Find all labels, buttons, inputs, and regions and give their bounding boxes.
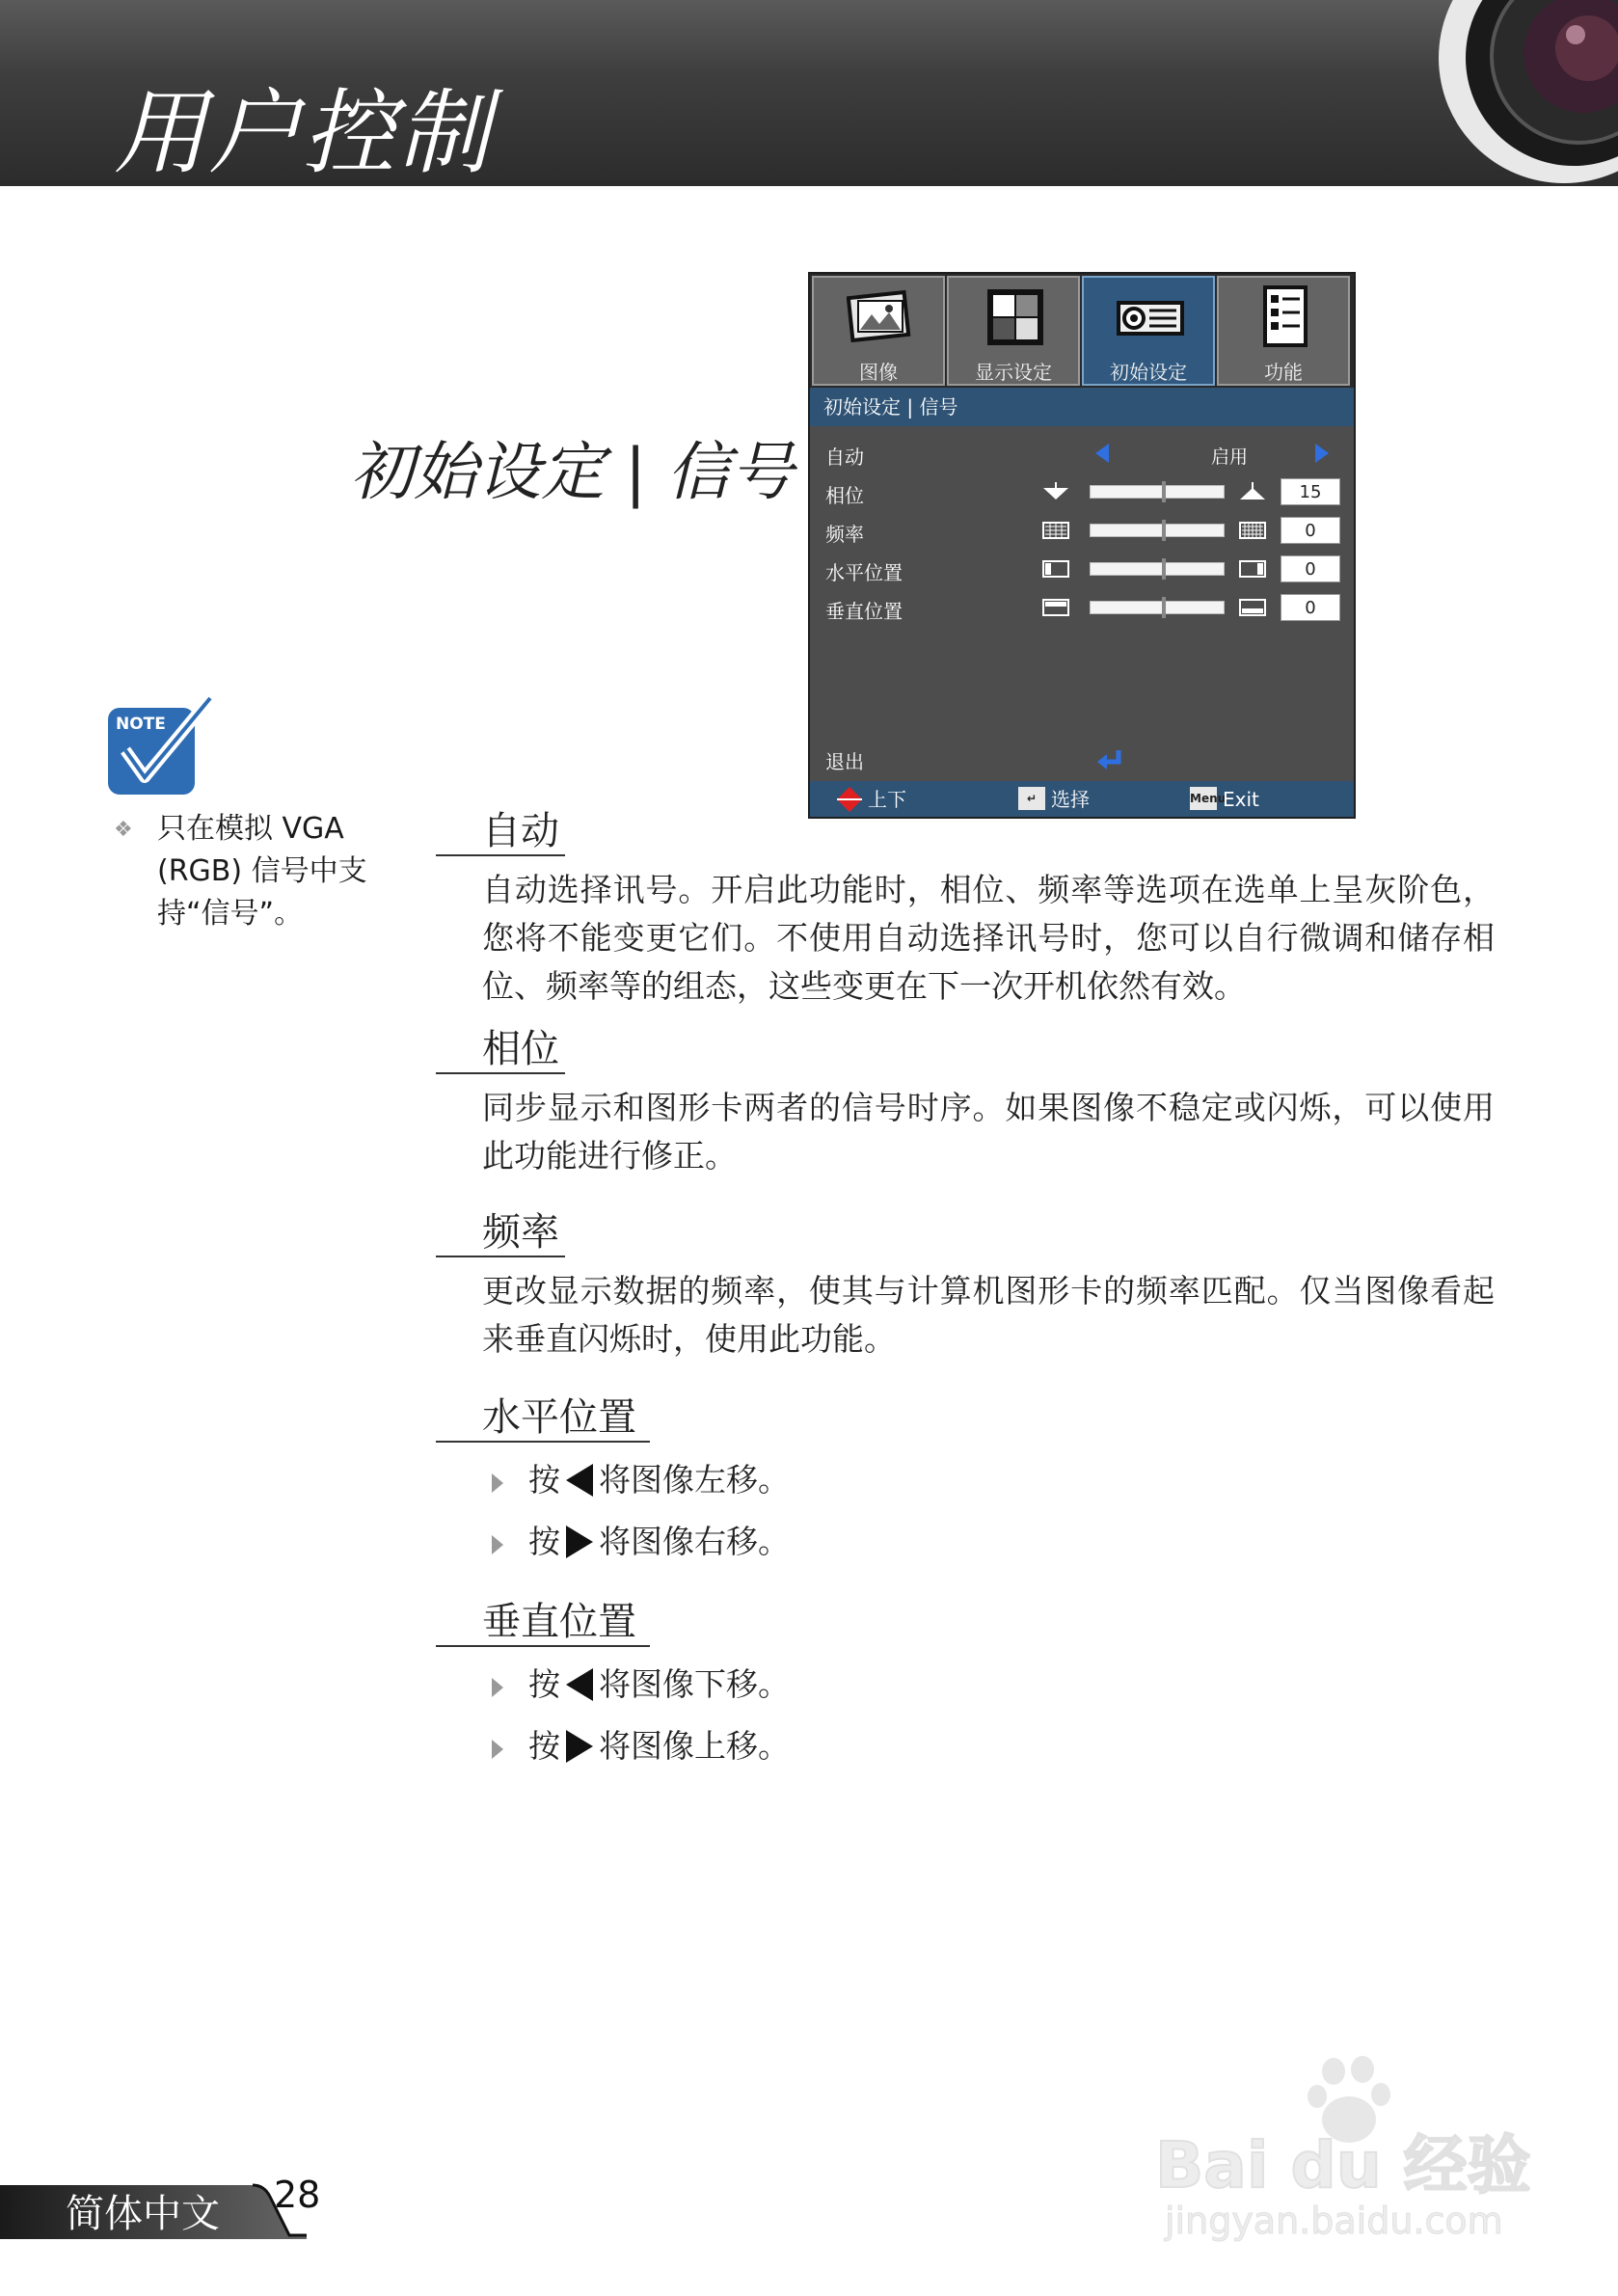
tab-label: 功能 xyxy=(1264,361,1303,384)
h-position-slider[interactable] xyxy=(1090,562,1225,576)
osd-row-v-position[interactable] xyxy=(810,588,1354,627)
bullet-text: 将图像下移。 xyxy=(599,1665,790,1703)
left-arrow-icon xyxy=(566,1464,593,1497)
heading-h-position: 水平位置 xyxy=(436,1394,650,1443)
enter-key-icon: ↵ xyxy=(1018,787,1045,810)
body-frequency: 更改显示数据的频率，使其与计算机图形卡的频率匹配。仅当图像看起来垂直闪烁时，使用此功能。 xyxy=(482,1272,1495,1358)
osd-row-label: 频率 xyxy=(825,523,864,546)
osd-breadcrumb: 初始设定 | 信号 xyxy=(810,388,1354,426)
v-position-slider[interactable] xyxy=(1090,601,1225,614)
body-phase: 同步显示和图形卡两者的信号时序。如果图像不稳定或闪烁，可以使用此功能进行修正。 xyxy=(482,1089,1495,1175)
v-position-bullet-1 xyxy=(492,1661,790,1709)
right-arrow-icon xyxy=(566,1526,593,1558)
footer-select-label: 选择 xyxy=(1051,788,1090,811)
projector-lens-icon xyxy=(1410,0,1618,183)
phase-value: 15 xyxy=(1281,478,1340,505)
bullet-icon xyxy=(492,1678,503,1697)
osd-exit-label[interactable]: 退出 xyxy=(825,750,864,773)
auto-value: 启用 xyxy=(1210,446,1248,468)
bullet-text: 将图像左移。 xyxy=(599,1461,790,1499)
bullet-icon xyxy=(492,1535,503,1554)
page-header xyxy=(0,0,1618,186)
osd-tab-bar xyxy=(810,274,1354,388)
bullet-pre: 按 xyxy=(528,1461,560,1499)
watermark-brand: Bai du 经验 xyxy=(1155,2128,1531,2202)
tab-label: 显示设定 xyxy=(975,361,1052,384)
osd-row-auto[interactable] xyxy=(810,434,1354,473)
frequency-value: 0 xyxy=(1281,517,1340,544)
v-position-value: 0 xyxy=(1281,594,1340,621)
v-position-bullet-2 xyxy=(492,1722,790,1770)
slider-knob[interactable] xyxy=(1162,558,1166,580)
phase-plus-icon xyxy=(1238,482,1267,501)
heading-frequency: 频率 xyxy=(436,1209,565,1257)
right-arrow-icon[interactable] xyxy=(1315,444,1329,463)
osd-row-phase[interactable] xyxy=(810,473,1354,511)
osd-row-label: 水平位置 xyxy=(825,561,903,584)
left-arrow-icon[interactable] xyxy=(1095,444,1109,463)
h-position-minus-icon xyxy=(1041,559,1070,579)
h-position-bullet-2 xyxy=(492,1518,790,1566)
frequency-plus-icon xyxy=(1238,521,1267,540)
frequency-slider[interactable] xyxy=(1090,524,1225,537)
heading-phase: 相位 xyxy=(436,1026,565,1074)
footer-exit-label: Exit xyxy=(1223,788,1259,811)
bullet-pre: 按 xyxy=(528,1523,560,1560)
note-text: 只在模拟 VGA (RGB) 信号中支持“信号”。 xyxy=(157,812,367,931)
watermark-url: jingyan.baidu.com xyxy=(1165,2200,1503,2242)
baidu-watermark xyxy=(1146,2054,1531,2247)
tab-label: 初始设定 xyxy=(1110,361,1187,384)
slider-knob[interactable] xyxy=(1162,520,1166,541)
bullet-pre: 按 xyxy=(528,1727,560,1765)
osd-menu xyxy=(808,272,1356,819)
v-position-plus-icon xyxy=(1238,598,1267,617)
menu-key-icon: Menu xyxy=(1190,787,1217,810)
note-bullet-icon: ❖ xyxy=(114,818,133,842)
bullet-icon xyxy=(492,1473,503,1493)
tab-display[interactable] xyxy=(947,276,1080,386)
up-down-icon xyxy=(837,787,862,812)
chapter-title: 用户控制 xyxy=(114,79,492,186)
tab-setup[interactable] xyxy=(1082,276,1215,386)
right-arrow-icon xyxy=(566,1730,593,1763)
tab-image[interactable] xyxy=(812,276,945,386)
v-position-minus-icon xyxy=(1041,598,1070,617)
heading-v-position: 垂直位置 xyxy=(436,1599,650,1647)
bullet-text: 将图像右移。 xyxy=(599,1523,790,1560)
bullet-text: 将图像上移。 xyxy=(599,1727,790,1765)
h-position-bullet-1 xyxy=(492,1456,790,1504)
bullet-icon xyxy=(492,1740,503,1759)
note-icon xyxy=(106,694,214,802)
image-icon xyxy=(847,285,914,349)
h-position-value: 0 xyxy=(1281,555,1340,582)
page-number: 28 xyxy=(274,2174,321,2216)
display-icon xyxy=(982,285,1049,349)
bullet-pre: 按 xyxy=(528,1665,560,1703)
footer-language: 简体中文 xyxy=(66,2192,220,2236)
h-position-plus-icon xyxy=(1238,559,1267,579)
tab-options[interactable] xyxy=(1217,276,1350,386)
osd-row-frequency[interactable] xyxy=(810,511,1354,550)
section-title: 初始设定 | 信号 xyxy=(350,435,795,509)
slider-knob[interactable] xyxy=(1162,597,1166,618)
slider-knob[interactable] xyxy=(1162,481,1166,502)
osd-row-label: 相位 xyxy=(825,484,864,507)
osd-footer xyxy=(810,781,1354,817)
body-auto: 自动选择讯号。开启此功能时，相位、频率等选项在选单上呈灰阶色，您将不能变更它们。不使用自动选择讯号时，您可以自行微调和储存相位、频率等的组态，这些变更在下一次开机依然有效。 xyxy=(482,871,1495,1005)
options-icon xyxy=(1252,285,1319,349)
osd-row-h-position[interactable] xyxy=(810,550,1354,588)
osd-row-label: 自动 xyxy=(825,446,864,469)
frequency-minus-icon xyxy=(1041,521,1070,540)
projector-icon xyxy=(1117,285,1184,349)
phase-slider[interactable] xyxy=(1090,485,1225,499)
footer-updown-label: 上下 xyxy=(868,788,906,811)
tab-label: 图像 xyxy=(859,361,898,384)
enter-arrow-icon[interactable] xyxy=(1095,748,1124,773)
heading-auto: 自动 xyxy=(436,808,565,856)
note-icon-text: NOTE xyxy=(116,715,166,734)
left-arrow-icon xyxy=(566,1668,593,1701)
phase-minus-icon xyxy=(1041,482,1070,501)
osd-row-label: 垂直位置 xyxy=(825,600,903,623)
